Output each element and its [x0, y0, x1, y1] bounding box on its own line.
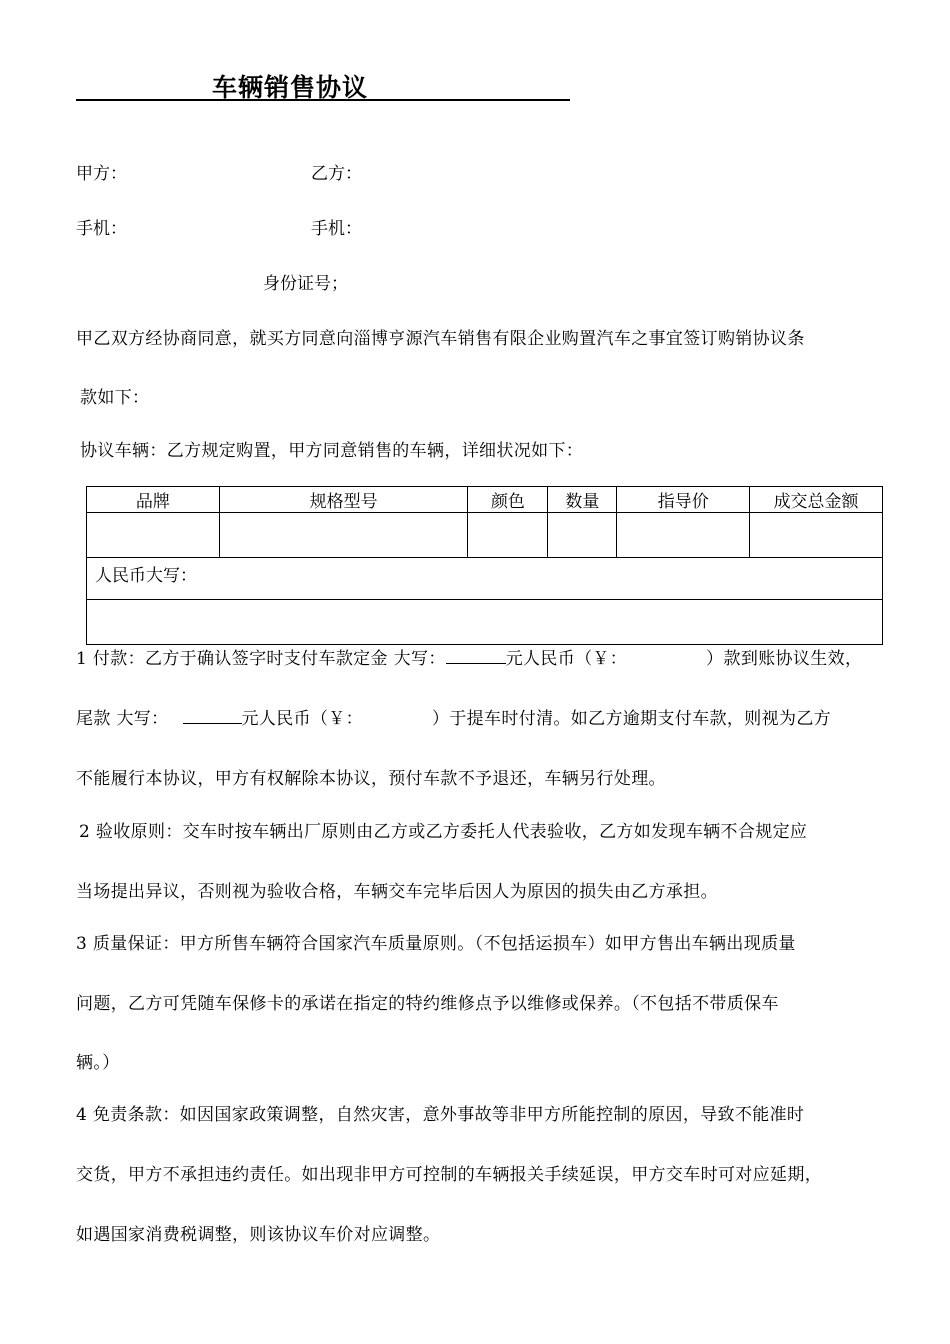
intro-line-2: 款如下：: [80, 388, 150, 408]
vehicle-intro: 协议车辆：乙方规定购置，甲方同意销售的车辆，详细状况如下：: [80, 441, 584, 461]
rmb-uppercase-label: 人民币大写：: [87, 558, 883, 600]
clause1-balance-rmb: 元人民币（￥：: [241, 709, 363, 729]
header-color: 颜色: [468, 487, 548, 513]
clause3-line-1: 3 质量保证：甲方所售车辆符合国家汽车质量原则。（不包括运损车）如甲方售出车辆出现质量: [76, 934, 796, 954]
document-title: 车辆销售协议: [212, 73, 369, 102]
intro-line-1: 甲乙双方经协商同意，就买方同意向淄博亨源汽车销售有限企业购置汽车之事宜签订购销协议条: [76, 329, 805, 349]
clause4-line-3: 如遇国家消费税调整，则该协议车价对应调整。: [76, 1225, 441, 1245]
clause1-deposit-tail: ）款到账协议生效，: [706, 649, 863, 669]
clause2-line-1: 2 验收原则：交车时按车辆出厂原则由乙方或乙方委托人代表验收，乙方如发现车辆不合规定应: [79, 822, 808, 842]
clause1-deposit-text: 1 付款：乙方于确认签字时支付车款定金 大写：: [76, 649, 446, 669]
blank-row: [87, 600, 883, 645]
clause1-deposit-rmb: 元人民币（￥：: [505, 649, 628, 669]
deposit-amount-blank: [446, 647, 506, 664]
table-header-row: [87, 487, 883, 513]
party-b-label: 乙方：: [311, 164, 362, 184]
phone-a-label: 手机：: [76, 219, 127, 239]
phone-b-label: 手机：: [311, 219, 362, 239]
party-a-label: 甲方：: [76, 164, 127, 184]
clause1-line-1: [76, 644, 862, 669]
clause2-line-2: 当场提出异议，否则视为验收合格，车辆交车完毕后因人为原因的损失由乙方承担。: [76, 882, 718, 902]
id-number-label: 身份证号；: [263, 274, 348, 294]
cell-total-amount: [750, 513, 883, 558]
clause3-line-3: 辆。）: [76, 1053, 120, 1073]
cell-quantity: [548, 513, 617, 558]
clause3-line-2: 问题，乙方可凭随车保修卡的承诺在指定的特约维修点予以维修或保养。（不包括不带质保车: [76, 994, 779, 1014]
header-model: 规格型号: [219, 487, 468, 513]
clause1-balance-text: 尾款 大写：: [76, 709, 169, 729]
clause4-line-1: 4 免责条款：如因国家政策调整，自然灾害，意外事故等非甲方所能控制的原因，导致不能准时: [76, 1105, 805, 1125]
cell-guide-price: [617, 513, 750, 558]
clause1-line-2: [76, 704, 831, 729]
clause1-line-3: 不能履行本协议，甲方有权解除本协议，预付车款不予退还，车辆另行处理。: [76, 769, 666, 789]
table-row: [87, 513, 883, 558]
clause1-balance-tail: ）于提车时付清。如乙方逾期支付车款，则视为乙方: [431, 709, 832, 729]
cell-color: [468, 513, 548, 558]
header-brand: 品牌: [87, 487, 220, 513]
blank-cell: [87, 600, 883, 645]
cell-brand: [87, 513, 220, 558]
vehicle-table: [86, 486, 883, 645]
clause4-line-2: 交货，甲方不承担违约责任。如出现非甲方可控制的车辆报关手续延误，甲方交车时可对应延期，: [76, 1165, 823, 1185]
header-quantity: 数量: [548, 487, 617, 513]
header-guide-price: 指导价: [617, 487, 750, 513]
rmb-row: [87, 558, 883, 600]
balance-amount-blank: [183, 707, 242, 724]
header-total-amount: 成交总金额: [750, 487, 883, 513]
cell-model: [219, 513, 468, 558]
